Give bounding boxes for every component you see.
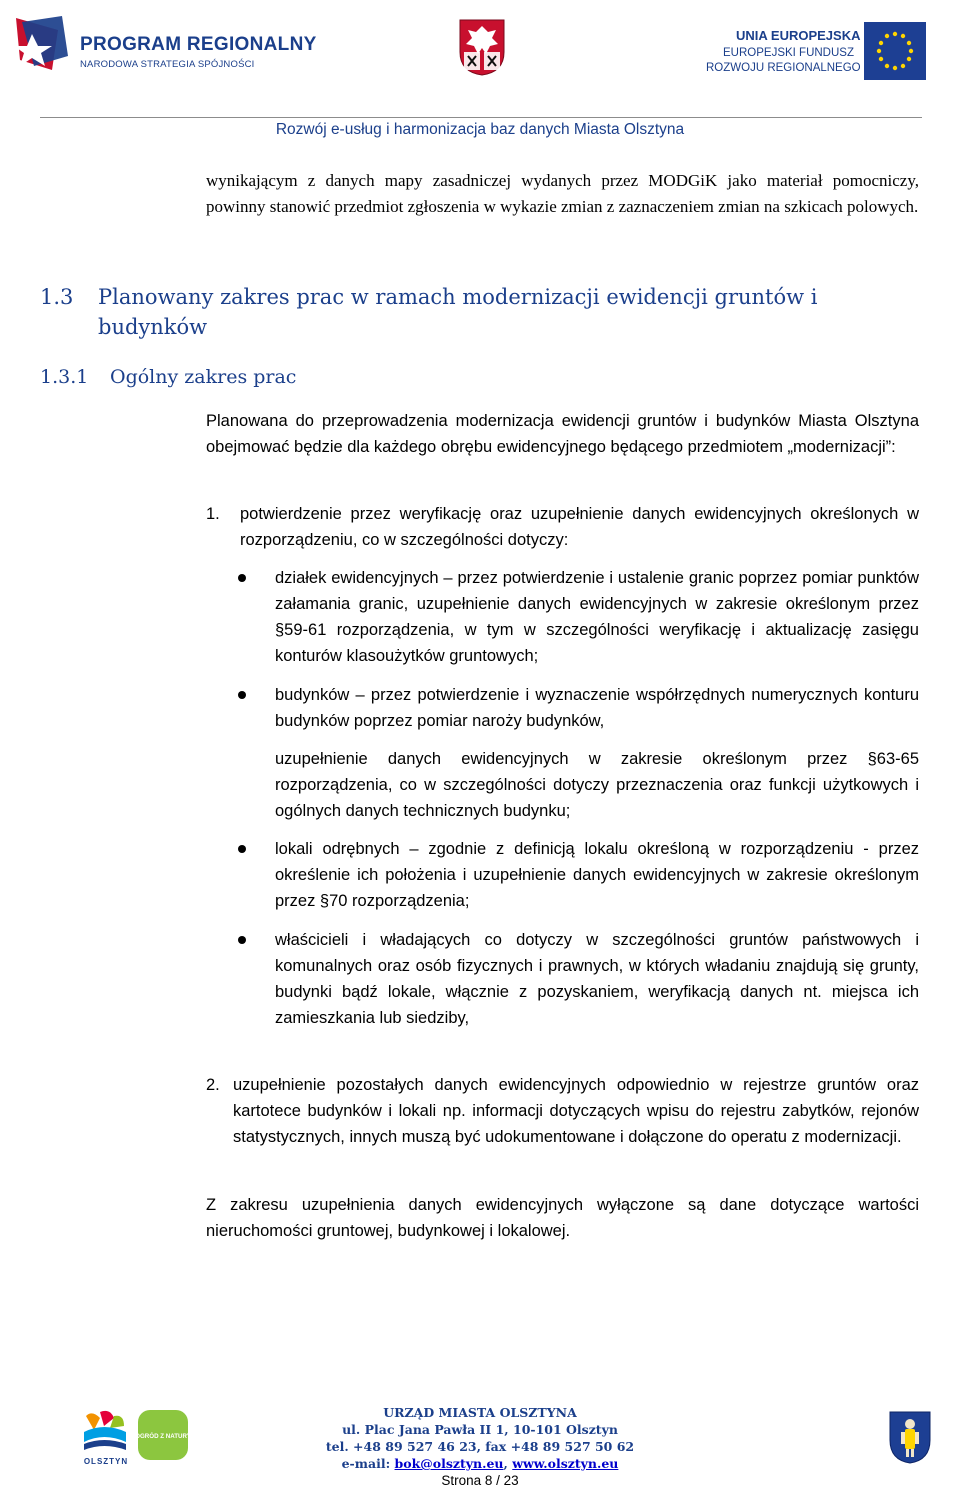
- footer-address-block: [300, 1404, 660, 1472]
- bullet-item: [238, 927, 919, 1031]
- eu-subtitle: [706, 46, 861, 76]
- bullet-dot: [238, 574, 246, 582]
- bullet-item: [238, 836, 919, 914]
- header-divider: [40, 117, 922, 118]
- bullet-text-wlasciciele: właścicieli i władających co dotyczy w szczególności gruntów państwowych i komunalnych oraz osób fizycznych i prawnych, w których władaniu znajdują się grunty, budynki bądź lokale, włącznie z pozyskaniem, weryfikacją danych nt. miejsca ich zamieszkania lub siedziby,: [275, 931, 919, 1027]
- bullet-dot: [238, 845, 246, 853]
- office-name: URZĄD MIASTA OLSZTYNA: [383, 1405, 577, 1420]
- email-link[interactable]: bok@olsztyn.eu: [394, 1456, 504, 1471]
- bullet-text-budynki: budynków – przez potwierdzenie i wyznaczenie współrzędnych numerycznych konturu budynków poprzez pomiar naroży budynków,: [275, 686, 919, 730]
- lead-paragraph: Planowana do przeprowadzenia modernizacja ewidencji gruntów i budynków Miasta Olsztyna obejmować będzie dla każdego obrębu ewidencyjnego będącego przedmiotem „modernizacji”:: [206, 412, 919, 456]
- page-header: [0, 0, 960, 118]
- subsection-number: 1.3.1: [40, 366, 89, 388]
- office-phone: tel. +48 89 527 46 23, fax +48 89 527 50 62: [325, 1439, 635, 1454]
- section-title-line2: budynków: [98, 315, 208, 339]
- intro-paragraph: wynikającym z danych mapy zasadniczej wydanych przez MODGiK jako materiał pomocniczy, powinny stanowić przedmiot zgłoszenia w wykazie zmian z zaznaczeniem zmian na szkicach polowych.: [206, 171, 919, 216]
- ogrod-z-natury-logo: [135, 1410, 191, 1460]
- bullet-text-budynki-continuation: uzupełnienie danych ewidencyjnych w zakresie określonym przez §63-65 rozporządzenia, co w szczególności dotyczy przeznaczenia oraz funkcji użytkowych i ogólnych danych technicznych budynku;: [275, 750, 919, 820]
- bullet-dot: [238, 691, 246, 699]
- eu-subtitle-line1: EUROPEJSKI FUNDUSZ: [723, 47, 854, 59]
- page-number: Strona 8 / 23: [441, 1473, 519, 1488]
- subsection-title: Ogólny zakres prac: [110, 366, 297, 388]
- bullet-item: [238, 565, 919, 669]
- email-label: e-mail:: [341, 1456, 395, 1471]
- website-link[interactable]: www.olsztyn.eu: [512, 1456, 619, 1471]
- olsztyn-logo-text: OLSZTYN: [83, 1457, 129, 1466]
- ogrod-logo-text: OGRÓD Z NATURY: [135, 1433, 191, 1440]
- section-title-line1: Planowany zakres prac w ramach modernizacji ewidencji gruntów i: [98, 285, 818, 309]
- olsztyn-city-logo: [80, 1408, 132, 1468]
- section-heading: [40, 282, 930, 342]
- program-subtitle: NARODOWA STRATEGIA SPÓJNOŚCI: [80, 59, 255, 70]
- bullet-dot: [238, 936, 246, 944]
- program-title: PROGRAM REGIONALNY: [80, 34, 317, 55]
- contact-separator: ,: [503, 1456, 513, 1471]
- numbered-item-1-text: potwierdzenie przez weryfikację oraz uzupełnienie danych ewidencyjnych określonych w rozporządzeniu, co w szczególności dotyczy:: [240, 505, 919, 549]
- voivodeship-crest-icon: [458, 18, 506, 76]
- eu-title: UNIA EUROPEJSKA: [736, 28, 861, 43]
- bullet-text-dzialki: działek ewidencyjnych – przez potwierdzenie i ustalenie granic poprzez pomiar punktów załamania granic, uzupełnienie danych ewidencyjnych w zakresie określonym przez §59-61 rozporządzenia, w tym w szczególności weryfikację i aktualizację zasięgu konturów klasoużytków gruntowych;: [275, 569, 919, 665]
- closing-paragraph: Z zakresu uzupełnienia danych ewidencyjnych wyłączone są dane dotyczące wartości nieruchomości gruntowej, budynkowej i lokalowej.: [206, 1196, 919, 1240]
- numbered-item-2: [206, 1072, 919, 1150]
- bullet-item: [238, 682, 919, 734]
- eu-flag-icon: [864, 22, 926, 80]
- eu-subtitle-line2: ROZWOJU REGIONALNEGO: [706, 62, 861, 74]
- program-regionalny-logo: [12, 12, 72, 74]
- numbered-item-2-number: 2.: [206, 1076, 220, 1094]
- office-address: ul. Plac Jana Pawła II 1, 10-101 Olsztyn: [342, 1422, 618, 1437]
- bullet-text-lokale: lokali odrębnych – zgodnie z definicją lokalu określoną w rozporządzeniu - przez określenie ich położenia i uzupełnienie danych ewidencyjnych w zakresie określonym przez §70 rozporządzenia;: [275, 840, 919, 910]
- section-number: 1.3: [40, 285, 74, 309]
- bullet-continuation: [238, 746, 919, 824]
- office-contact: [300, 1455, 660, 1472]
- subsection-heading: [40, 366, 296, 388]
- numbered-item-2-text: uzupełnienie pozostałych danych ewidencyjnych odpowiednio w rejestrze gruntów oraz kartotece budynków i lokali np. informacji dotyczących wpisu do rejestru zabytków, rejonów statystycznych, innych muszą być udokumentowane i dołączone do operatu z modernizacji.: [233, 1076, 919, 1146]
- numbered-item-1: [206, 501, 919, 553]
- running-title: Rozwój e-usług i harmonizacja baz danych Miasta Olsztyna: [275, 121, 685, 138]
- olsztyn-coat-of-arms-icon: [888, 1410, 932, 1464]
- numbered-item-1-number: 1.: [206, 505, 220, 523]
